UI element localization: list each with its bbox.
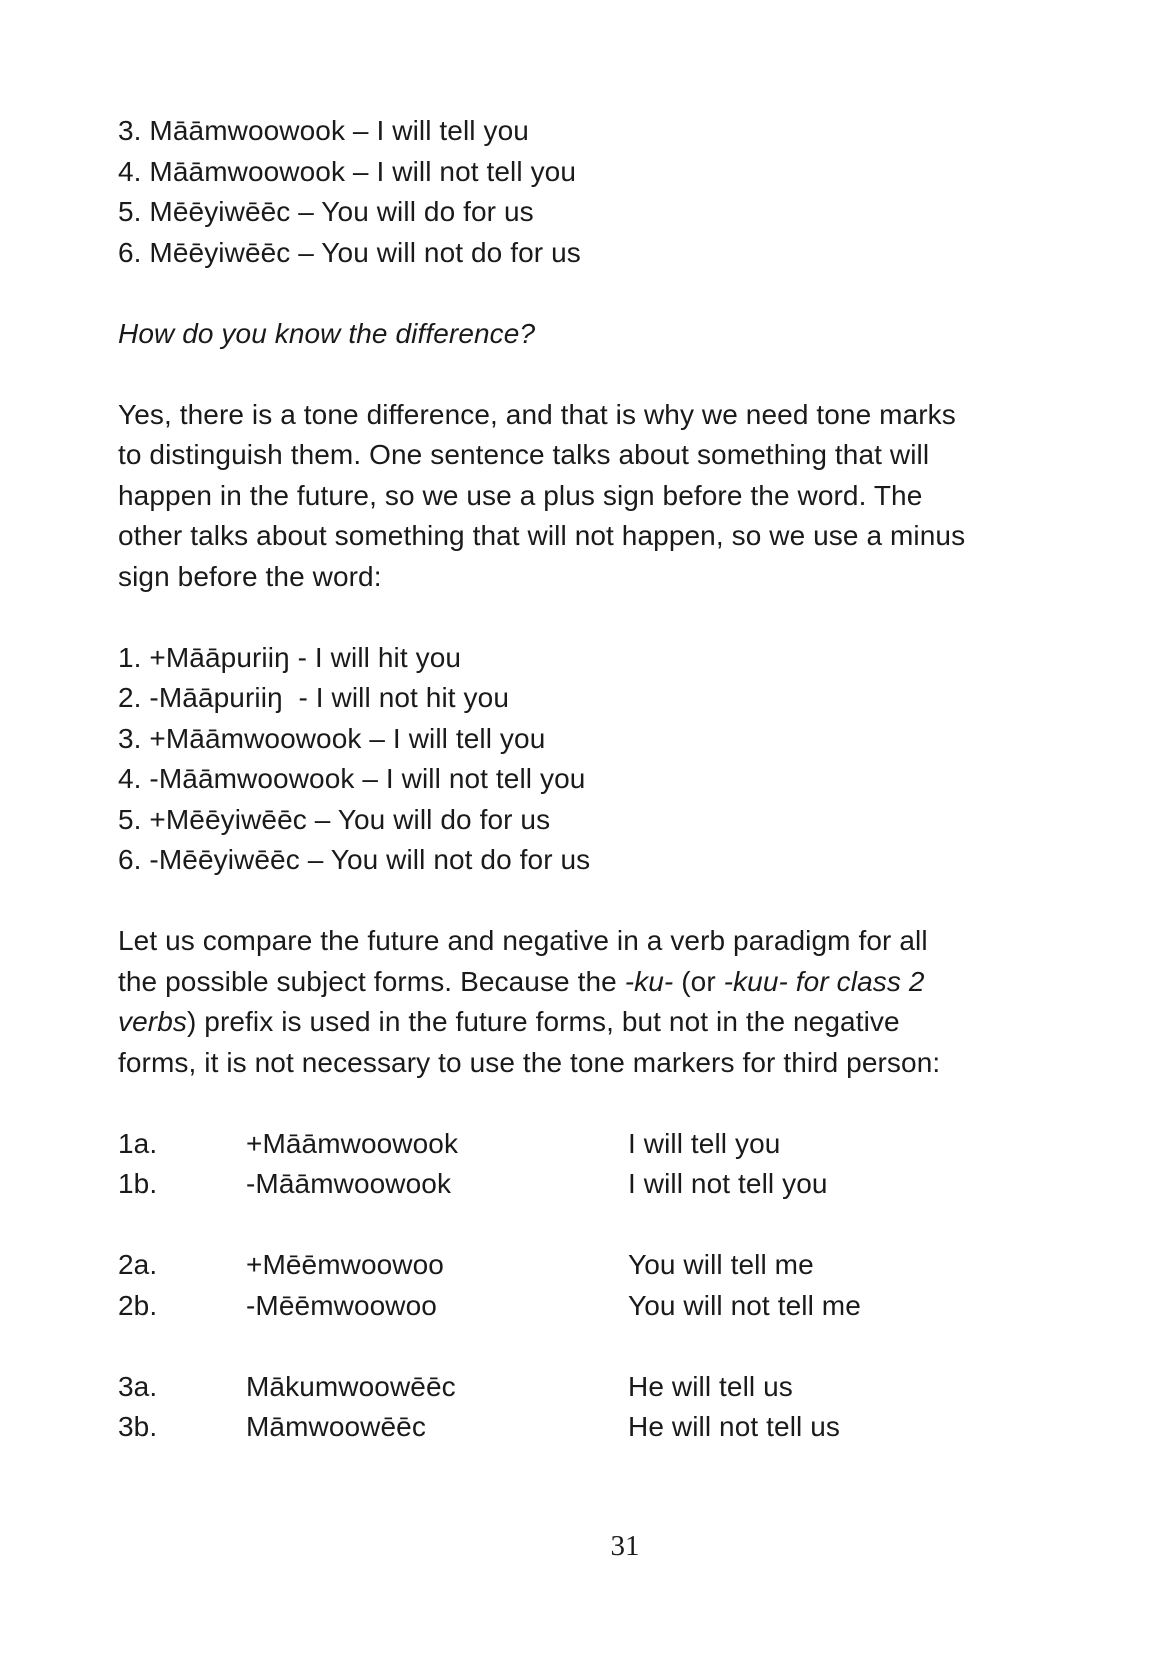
spacer xyxy=(118,273,1058,314)
paragraph-text: (or xyxy=(673,965,724,997)
paragraph-line: Yes, there is a tone difference, and that is why we need tone marks xyxy=(118,398,956,430)
verb-form: +Māāmwoowook xyxy=(246,1127,459,1159)
question-heading: How do you know the difference? xyxy=(118,317,536,349)
paradigm-row xyxy=(118,1286,1058,1327)
paragraph-line xyxy=(118,1002,1058,1043)
paradigm-table xyxy=(118,1124,1058,1448)
paradigm-row xyxy=(118,1245,1058,1286)
list-item: 1. +Māāpuriiŋ - I will hit you xyxy=(118,641,462,673)
spacer xyxy=(118,1326,1058,1367)
paragraph-line: Let us compare the future and negative in a verb paradigm for all xyxy=(118,925,928,956)
verb-form: Mākumwoowēēc xyxy=(246,1370,456,1402)
paragraph-text: the possible subject forms. Because the xyxy=(118,965,625,997)
verb-form: Māmwoowēēc xyxy=(246,1411,426,1442)
list-item: 5. Mēēyiwēēc – You will do for us xyxy=(118,196,534,227)
page-body xyxy=(118,111,1058,1448)
verb-form: +Mēēmwoowoo xyxy=(246,1249,444,1280)
verb-form: -Māāmwoowook xyxy=(246,1168,452,1199)
numbered-list-tone-marked xyxy=(118,638,1058,881)
affix-ku: -ku- xyxy=(624,965,674,997)
list-item: 5. +Mēēyiwēēc – You will do for us xyxy=(118,803,551,835)
gloss: You will tell me xyxy=(628,1249,814,1280)
list-item: 2. -Māāpuriiŋ - I will not hit you xyxy=(118,682,509,713)
row-number: 3b. xyxy=(118,1411,158,1442)
paragraph-text: ) prefix is used in the future forms, but not in the negative xyxy=(186,1006,900,1037)
paradigm-row xyxy=(118,1407,1058,1448)
gloss: He will tell us xyxy=(628,1370,793,1402)
spacer xyxy=(118,1083,1058,1124)
paradigm-row xyxy=(118,1367,1058,1408)
gloss: I will not tell you xyxy=(628,1168,828,1199)
row-number: 1a. xyxy=(118,1127,158,1159)
affix-kuu-note: -kuu- for class 2 xyxy=(723,965,925,997)
spacer xyxy=(118,1205,1058,1246)
list-item: 6. -Mēēyiwēēc – You will not do for us xyxy=(118,844,591,875)
paragraph-line: sign before the word: xyxy=(118,560,382,592)
list-item: 4. Māāmwoowook – I will not tell you xyxy=(118,155,577,187)
spacer xyxy=(118,597,1058,638)
paradigm-row xyxy=(118,1124,1058,1165)
paragraph-line: to distinguish them. One sentence talks about something that will xyxy=(118,439,930,470)
paradigm-row xyxy=(118,1164,1058,1205)
row-number: 1b. xyxy=(118,1168,158,1199)
row-number: 2a. xyxy=(118,1249,158,1280)
paragraph-verb-paradigm xyxy=(118,921,1058,1083)
row-number: 2b. xyxy=(118,1289,158,1321)
paragraph-tone-difference xyxy=(118,395,1058,598)
spacer xyxy=(118,354,1058,395)
list-item: 4. -Māāmwoowook – I will not tell you xyxy=(118,763,586,794)
numbered-list-top xyxy=(118,111,1058,273)
gloss: You will not tell me xyxy=(628,1289,861,1321)
paragraph-line xyxy=(118,962,1058,1003)
list-item: 3. Māāmwoowook – I will tell you xyxy=(118,115,529,146)
gloss: I will tell you xyxy=(628,1127,781,1159)
list-item: 3. +Māāmwoowook – I will tell you xyxy=(118,722,546,754)
page-number: 31 xyxy=(610,1530,640,1562)
row-number: 3a. xyxy=(118,1370,158,1402)
paragraph-line: forms, it is not necessary to use the tone markers for third person: xyxy=(118,1046,941,1078)
list-item: 6. Mēēyiwēēc – You will not do for us xyxy=(118,236,581,268)
gloss: He will not tell us xyxy=(628,1411,840,1442)
verb-form: -Mēēmwoowoo xyxy=(246,1289,437,1321)
spacer xyxy=(118,881,1058,922)
paragraph-line: other talks about something that will not happen, so we use a minus xyxy=(118,520,966,551)
affix-kuu-note-end: verbs xyxy=(118,1006,187,1037)
paragraph-line: happen in the future, so we use a plus sign before the word. The xyxy=(118,479,923,511)
